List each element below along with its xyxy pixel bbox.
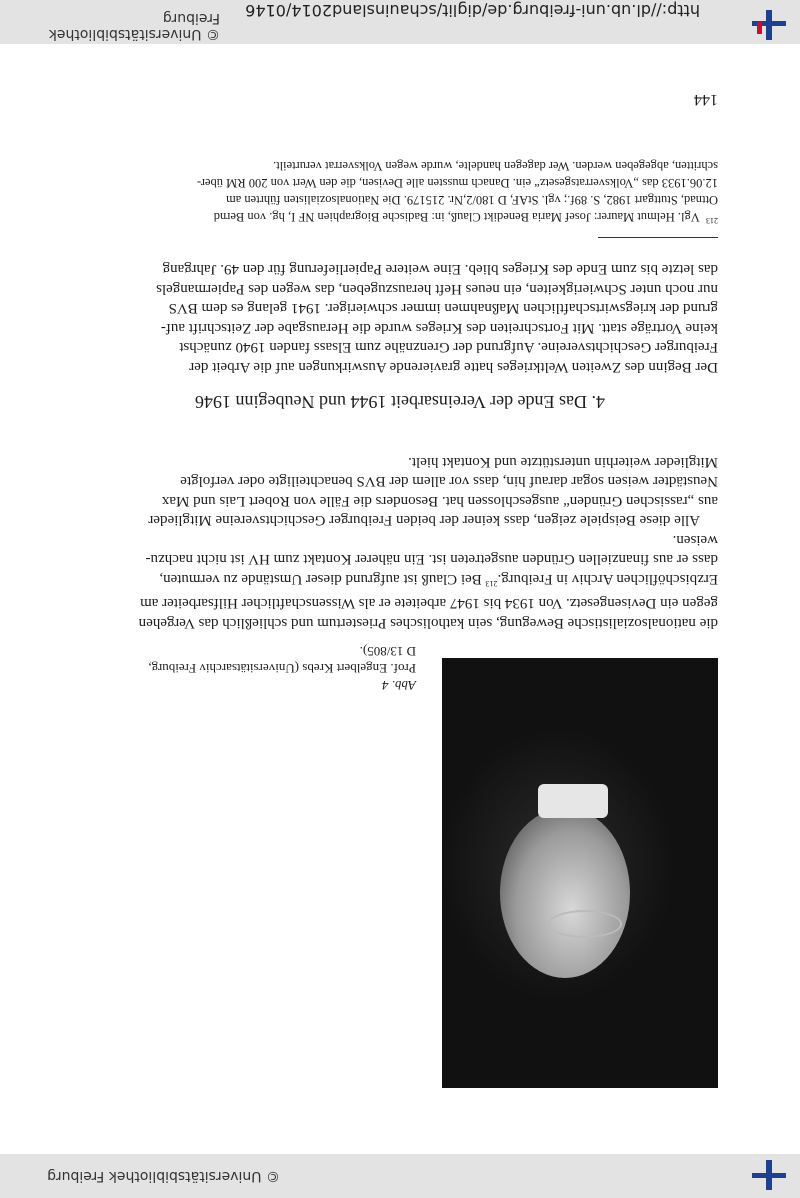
footer-bar	[0, 1154, 800, 1198]
body-line: das letzte bis zum Ende des Krieges blieb. Eine weitere Papierlieferung für den 49. Jahrgang	[162, 261, 718, 278]
body-line: grund der kriegswirtschaftlichen Maßnahmen immer schwieriger. 1941 gelang es dem BVS	[168, 300, 718, 317]
footnote-ref: 213	[485, 579, 498, 588]
figure-label: Abb. 4	[382, 678, 416, 693]
body-line: Der Beginn des Zweiten Weltkrieges hatte gravierende Auswirkungen auf die Arbeit der	[189, 359, 718, 375]
footnote-line: Ottnad, Stuttgart 1982, S. 89f.; vgl. StAF, D 180/2,Nr. 215179. Die Nationalsozialisten führten am	[225, 192, 718, 207]
footnote	[82, 157, 718, 238]
portrait-photo	[442, 658, 718, 1088]
body-line: aus „rassischen Gründen“ ausgeschlossen hat. Besonders die Fälle von Robert Lais und Max	[161, 493, 718, 509]
body-line: gegen ein Devisengesetz. Von 1934 bis 1947 arbeitete er als Wissenschaftlicher Hilfsarbeiter am	[140, 595, 718, 612]
body-line: Mitglieder weiterhin unterstützte und Kontakt hielt.	[408, 454, 718, 470]
section-heading: 4. Das Ende der Vereinsarbeit 1944 und Neubeginn 1946	[194, 392, 606, 412]
body-line: dass er aus finanziellen Gründen ausgetreten ist. Ein näherer Kontakt zum HV ist nicht nachzu-	[145, 551, 718, 568]
body-line: Erzbischöflichen Archiv in Freiburg.$^{213}$ Bei Clauß ist aufgrund dieser Umstände zu vermuten,	[159, 571, 718, 588]
caption-line-1: Prof. Engelbert Krebs (Universitätsarchiv Freiburg,	[148, 661, 416, 676]
body-text	[82, 452, 718, 633]
university-logo-icon	[752, 10, 786, 40]
footer-credit: © Universitätsbibliothek Freiburg	[47, 1168, 280, 1184]
caption-line-2: D 13/805).	[359, 644, 416, 659]
body-line: weisen.	[672, 532, 718, 548]
figure-caption	[148, 643, 416, 694]
footnote-line: $^{213}$ Vgl. Helmut Maurer: Josef Maria Benedikt Clauß, in: Badische Biographien NF I, hg. von Bernd	[213, 209, 718, 225]
header-credit: © Universitätsbibliothek Freiburg	[48, 10, 220, 42]
footnote-number: 213	[706, 216, 718, 225]
portrait-glasses	[548, 910, 622, 938]
section-text	[82, 259, 718, 376]
portrait-head	[500, 808, 630, 978]
footnote-rule	[598, 237, 718, 238]
source-url-link[interactable]: http://dl.ub.uni-freiburg.de/diglit/schauinsland2014/0146	[245, 1, 700, 20]
footnote-line: 12.06.1933 das „Volksverratsgesetz“ ein. Danach mussten alle Devisen, die den Wert von 200 RM über-	[196, 175, 718, 190]
body-line: Alle diese Beispiele zeigen, dass keiner der beiden Freiburger Geschichtsvereine Mitglieder	[148, 512, 700, 529]
body-line: Neustädter weisen sogar darauf hin, dass vor allem der BVS benachteiligte oder verfolgte	[180, 473, 718, 490]
page-number: 144	[694, 91, 718, 108]
footnote-line: schritten, abgegeben werden. Wer dagegen handelte, wurde wegen Volksverrat verurteilt.	[272, 158, 718, 173]
portrait-collar	[538, 784, 608, 818]
header-bar	[0, 0, 800, 44]
body-line: die nationalsozialistische Bewegung, sein katholisches Priestertum und schließlich das Vergehen	[138, 615, 718, 631]
body-line: Freiburger Geschichtsvereine. Aufgrund der Grenznähe zum Elsass fanden 1940 zunächst	[179, 339, 718, 356]
university-logo-icon	[752, 1160, 786, 1190]
body-line: keine Vorträge statt. Mit Fortschreiten des Krieges wurde die Herausgabe der Zeitschrift auf-	[160, 320, 718, 336]
body-line: nur noch unter Schwierigkeiten, ein neues Heft herauszugeben, das wegen des Papiermangels	[156, 281, 718, 297]
